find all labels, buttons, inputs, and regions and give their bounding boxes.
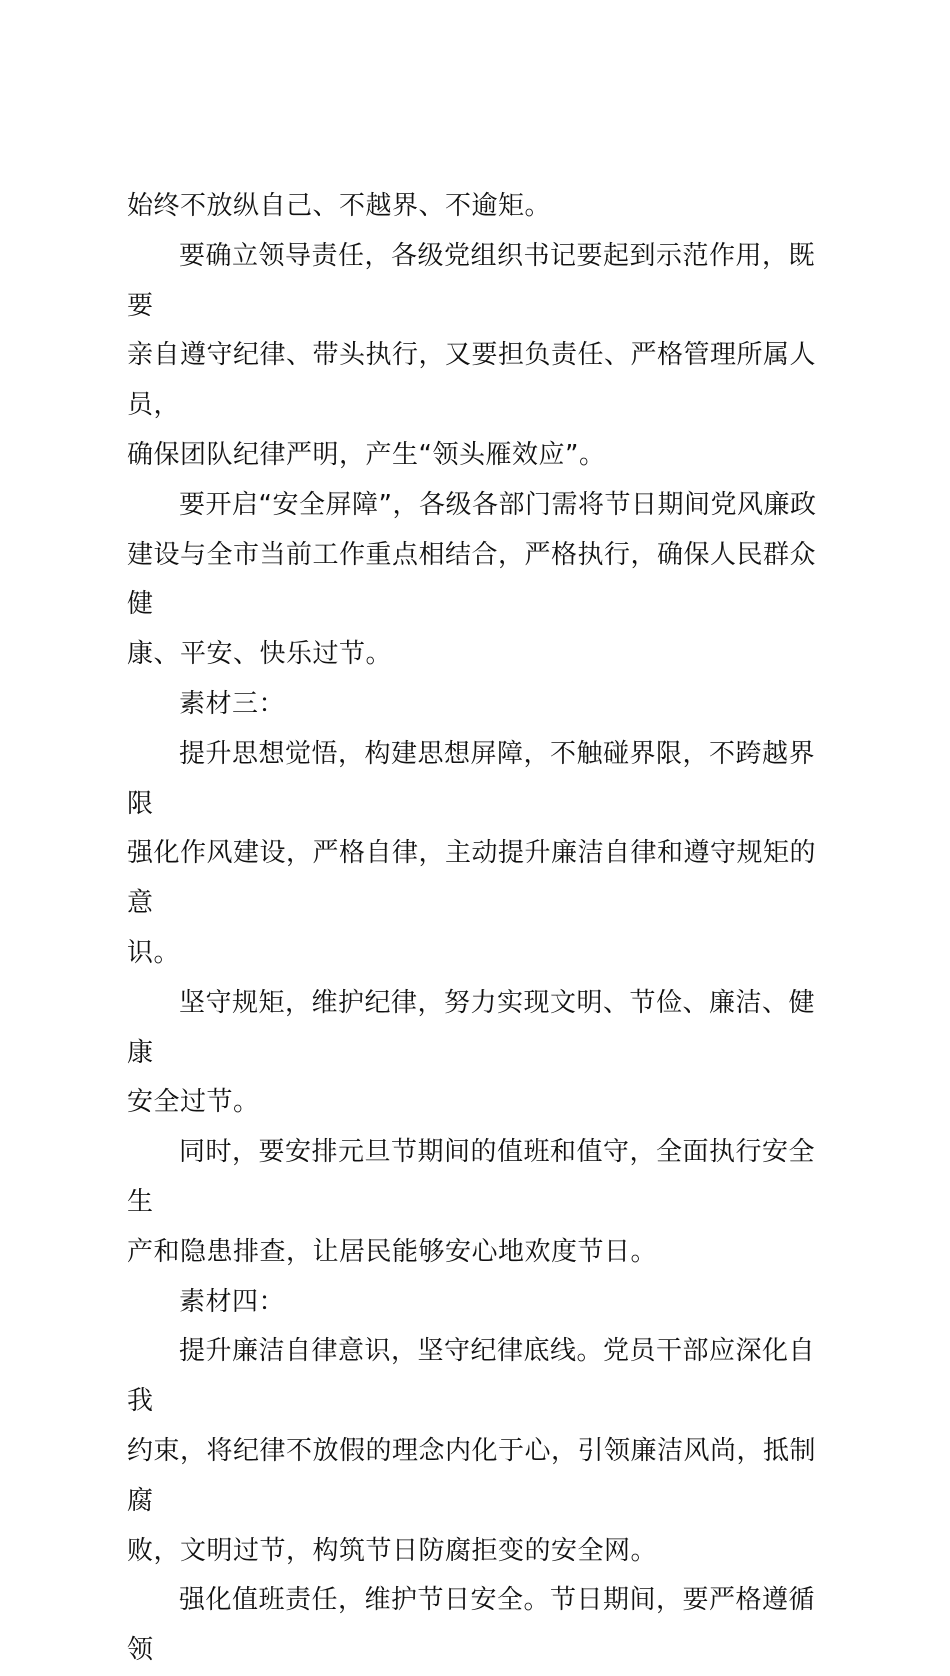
paragraph-duty-responsibility: 强化值班责任，维护节日安全。节日期间，要严格遵循领 xyxy=(127,1585,816,1666)
paragraph-safety-barrier: 要开启“安全屏障”，各级各部门需将节日期间党风廉政 建设与全市当前工作重点相结合，严格执行，确保人民群众健 康、平安、快乐过节。 xyxy=(127,489,817,670)
section-heading-material-three: 素材三： xyxy=(179,688,286,719)
paragraph-keep-rules: 坚守规矩，维护纪律，努力实现文明、节俭、廉洁、健康 安全过节。 xyxy=(127,987,816,1118)
paragraph-ideological-awareness: 提升思想觉悟，构建思想屏障，不触碰界限，不跨越界限 强化作风建设，严格自律，主动提升廉洁自律和遵守规矩的意 识。 xyxy=(127,738,817,968)
section-heading-material-four: 素材四： xyxy=(179,1286,286,1317)
paragraph-duty-arrangement: 同时，要安排元旦节期间的值班和值守，全面执行安全生 产和隐患排查，让居民能够安心地欢度节日。 xyxy=(127,1137,816,1267)
paragraph-leadership-responsibility: 要确立领导责任，各级党组织书记要起到示范作用，既要 亲自遵守纪律、带头执行，又要担负责任、严格管理所属人员， 确保团队纪律严明，产生“领头雁效应”。 xyxy=(127,240,817,470)
paragraph-continuation: 始终不放纵自己、不越界、不逾矩。 xyxy=(127,191,552,221)
document-body xyxy=(127,182,835,1676)
paragraph-integrity-awareness: 提升廉洁自律意识，坚守纪律底线。党员干部应深化自我 约束，将纪律不放假的理念内化于心，引领廉洁风尚，抵制腐 败，文明过节，构筑节日防腐拒变的安全网。 xyxy=(127,1336,817,1566)
